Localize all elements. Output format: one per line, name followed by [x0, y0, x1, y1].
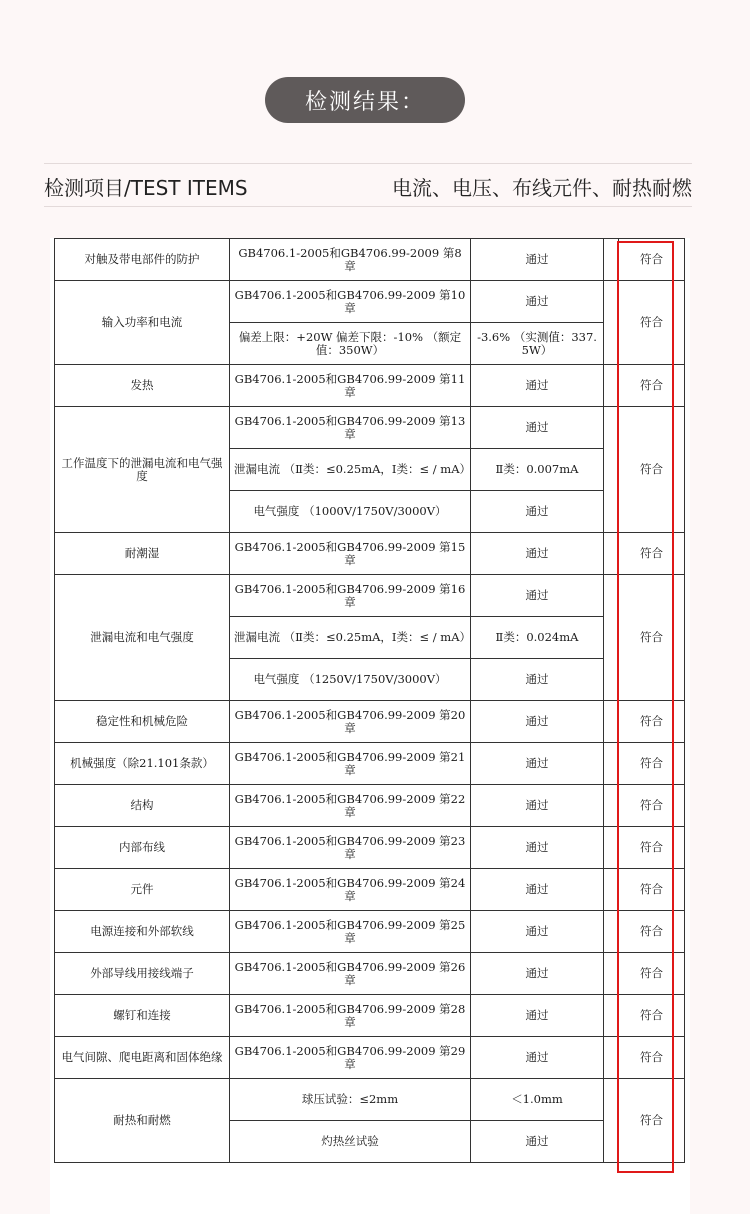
table-row	[55, 911, 685, 953]
result-cell: 通过	[471, 953, 604, 995]
standard-cell: GB4706.1-2005和GB4706.99-2009 第21章	[230, 743, 471, 785]
table-row	[55, 281, 685, 323]
verdict-cell: 符合	[619, 701, 685, 743]
result-cell: Ⅱ类：0.024mA	[471, 617, 604, 659]
table-row	[55, 743, 685, 785]
result-cell: 通过	[471, 491, 604, 533]
standard-cell: GB4706.1-2005和GB4706.99-2009 第23章	[230, 827, 471, 869]
standard-cell: GB4706.1-2005和GB4706.99-2009 第29章	[230, 1037, 471, 1079]
item-cell: 泄漏电流和电气强度	[55, 575, 230, 701]
test-items-value: 电流、电压、布线元件、耐热耐燃	[392, 175, 692, 200]
standard-cell: GB4706.1-2005和GB4706.99-2009 第10章	[230, 281, 471, 323]
test-items-row	[44, 172, 692, 200]
test-items-label: 检测项目/TEST ITEMS	[44, 175, 248, 200]
result-cell: 通过	[471, 1037, 604, 1079]
standard-cell: GB4706.1-2005和GB4706.99-2009 第15章	[230, 533, 471, 575]
standard-cell: GB4706.1-2005和GB4706.99-2009 第20章	[230, 701, 471, 743]
verdict-cell: 符合	[619, 575, 685, 701]
verdict-cell: 符合	[619, 1079, 685, 1163]
spacer-cell	[604, 407, 619, 533]
spacer-cell	[604, 995, 619, 1037]
item-cell: 元件	[55, 869, 230, 911]
item-cell: 电气间隙、爬电距离和固体绝缘	[55, 1037, 230, 1079]
spacer-cell	[604, 785, 619, 827]
item-cell: 电源连接和外部软线	[55, 911, 230, 953]
result-cell: 通过	[471, 701, 604, 743]
verdict-cell: 符合	[619, 995, 685, 1037]
result-cell: -3.6% （实测值：337.5W）	[471, 323, 604, 365]
item-cell: 外部导线用接线端子	[55, 953, 230, 995]
standard-cell: GB4706.1-2005和GB4706.99-2009 第22章	[230, 785, 471, 827]
spacer-cell	[604, 575, 619, 701]
table-row	[55, 785, 685, 827]
result-cell: 通过	[471, 1121, 604, 1163]
verdict-cell: 符合	[619, 365, 685, 407]
standard-cell: GB4706.1-2005和GB4706.99-2009 第28章	[230, 995, 471, 1037]
table-row	[55, 407, 685, 449]
result-cell: 通过	[471, 911, 604, 953]
standard-cell: 灼热丝试验	[230, 1121, 471, 1163]
standard-cell: GB4706.1-2005和GB4706.99-2009 第24章	[230, 869, 471, 911]
table-row	[55, 365, 685, 407]
verdict-cell: 符合	[619, 281, 685, 365]
standard-cell: GB4706.1-2005和GB4706.99-2009 第25章	[230, 911, 471, 953]
standard-cell: GB4706.1-2005和GB4706.99-2009 第8章	[230, 239, 471, 281]
spacer-cell	[604, 911, 619, 953]
result-cell: 通过	[471, 281, 604, 323]
spacer-cell	[604, 365, 619, 407]
table-row	[55, 953, 685, 995]
verdict-cell: 符合	[619, 533, 685, 575]
standard-cell: 偏差上限：+20W 偏差下限：-10% （额定值：350W）	[230, 323, 471, 365]
standard-cell: GB4706.1-2005和GB4706.99-2009 第13章	[230, 407, 471, 449]
table-row	[55, 827, 685, 869]
spacer-cell	[604, 281, 619, 365]
standard-cell: 球压试验：≤2mm	[230, 1079, 471, 1121]
verdict-cell: 符合	[619, 239, 685, 281]
item-cell: 耐热和耐燃	[55, 1079, 230, 1163]
standard-cell: 泄漏电流 （Ⅱ类：≤0.25mA，Ⅰ类：≤ / mA）	[230, 617, 471, 659]
spacer-cell	[604, 953, 619, 995]
item-cell: 工作温度下的泄漏电流和电气强度	[55, 407, 230, 533]
spacer-cell	[604, 533, 619, 575]
item-cell: 机械强度（除21.101条款）	[55, 743, 230, 785]
verdict-cell: 符合	[619, 1037, 685, 1079]
result-cell: 通过	[471, 239, 604, 281]
standard-cell: GB4706.1-2005和GB4706.99-2009 第16章	[230, 575, 471, 617]
item-cell: 发热	[55, 365, 230, 407]
spacer-cell	[604, 701, 619, 743]
item-cell: 耐潮湿	[55, 533, 230, 575]
verdict-cell: 符合	[619, 743, 685, 785]
table-row	[55, 869, 685, 911]
result-title-badge: 检测结果：	[265, 77, 465, 123]
spacer-cell	[604, 869, 619, 911]
verdict-cell: 符合	[619, 911, 685, 953]
result-cell: 通过	[471, 785, 604, 827]
item-cell: 输入功率和电流	[55, 281, 230, 365]
table-row	[55, 995, 685, 1037]
verdict-cell: 符合	[619, 785, 685, 827]
result-cell: 通过	[471, 407, 604, 449]
divider-bottom	[44, 206, 692, 207]
spacer-cell	[604, 827, 619, 869]
spacer-cell	[604, 1079, 619, 1163]
result-cell: 通过	[471, 743, 604, 785]
spacer-cell	[604, 743, 619, 785]
result-cell: 通过	[471, 533, 604, 575]
item-cell: 结构	[55, 785, 230, 827]
standard-cell: GB4706.1-2005和GB4706.99-2009 第26章	[230, 953, 471, 995]
result-cell: 通过	[471, 995, 604, 1037]
result-cell: 通过	[471, 659, 604, 701]
result-cell: ＜1.0mm	[471, 1079, 604, 1121]
table-row	[55, 1037, 685, 1079]
result-cell: 通过	[471, 365, 604, 407]
item-cell: 稳定性和机械危险	[55, 701, 230, 743]
verdict-cell: 符合	[619, 827, 685, 869]
table-row	[55, 1079, 685, 1121]
scanned-report-sheet	[50, 238, 690, 1214]
standard-cell: 泄漏电流 （Ⅱ类：≤0.25mA，Ⅰ类：≤ / mA）	[230, 449, 471, 491]
verdict-cell: 符合	[619, 869, 685, 911]
table-row	[55, 533, 685, 575]
spacer-cell	[604, 1037, 619, 1079]
item-cell: 内部布线	[55, 827, 230, 869]
results-table	[54, 238, 685, 1163]
standard-cell: 电气强度 （1250V/1750V/3000V）	[230, 659, 471, 701]
standard-cell: 电气强度 （1000V/1750V/3000V）	[230, 491, 471, 533]
result-cell: 通过	[471, 827, 604, 869]
standard-cell: GB4706.1-2005和GB4706.99-2009 第11章	[230, 365, 471, 407]
verdict-cell: 符合	[619, 953, 685, 995]
item-cell: 对触及带电部件的防护	[55, 239, 230, 281]
table-row	[55, 239, 685, 281]
divider-top	[44, 163, 692, 164]
result-cell: Ⅱ类：0.007mA	[471, 449, 604, 491]
table-row	[55, 575, 685, 617]
verdict-cell: 符合	[619, 407, 685, 533]
item-cell: 螺钉和连接	[55, 995, 230, 1037]
result-cell: 通过	[471, 869, 604, 911]
table-row	[55, 701, 685, 743]
result-cell: 通过	[471, 575, 604, 617]
spacer-cell	[604, 239, 619, 281]
